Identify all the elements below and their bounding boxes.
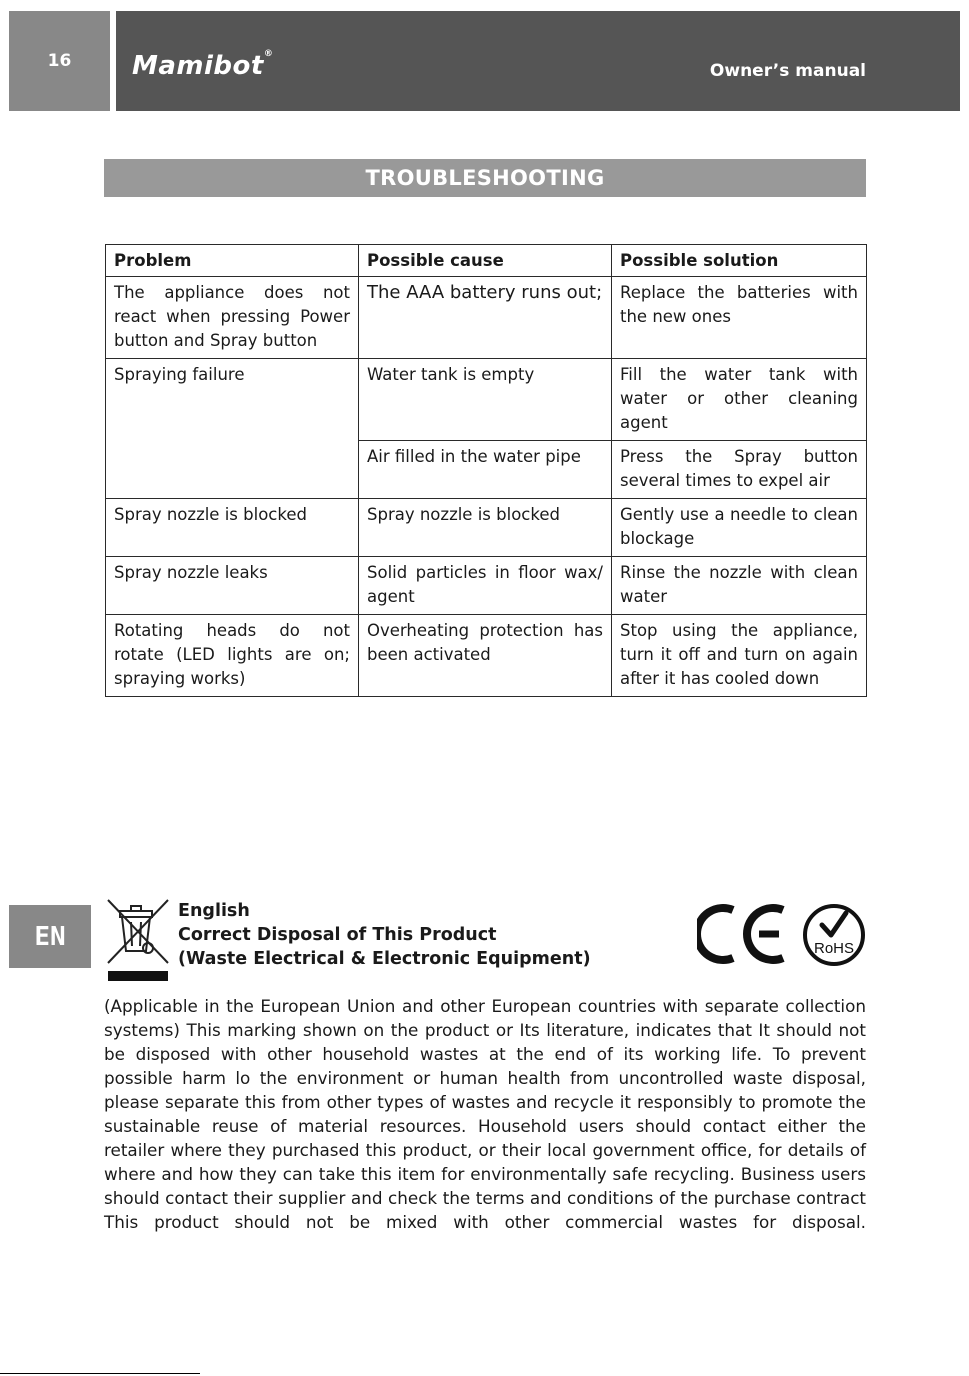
footer-rule [0, 1373, 200, 1374]
solution-cell: Press the Spray button several times to expel air [612, 441, 867, 499]
registered-mark: ® [263, 49, 274, 59]
table-row [106, 359, 867, 441]
problem-cell: Spraying failure [106, 359, 359, 499]
solution-cell: Gently use a needle to clean blockage [612, 499, 867, 557]
page-number: 16 [9, 11, 110, 111]
troubleshooting-table [105, 244, 867, 697]
table-header-row [106, 245, 867, 277]
disposal-body: (Applicable in the European Union and other European countries with separate collection systems) This marking shown on the product or Its literature, indicates that It should not be disposed with other household wastes at the end of its working life. To prevent possible harm lo the environment or human health from uncontrolled waste disposal, please separate this from other types of wastes and recycle it responsibly to promote the sustainable reuse of material resources. Household users should contact either the retailer where they purchased this product, or their local government office, for details of where and how they can take this item for environmentally safe recycling. Business users should contact their supplier and check the terms and conditions of the purchase contract This product should not be mixed with other commercial wastes for disposal. [104, 996, 866, 1232]
section-title: TROUBLESHOOTING [104, 159, 866, 197]
solution-cell: Stop using the appliance, turn it off and turn on again after it has cooled down [612, 615, 867, 697]
cause-cell: Overheating protection has been activated [359, 615, 612, 697]
header-problem: Problem [106, 245, 359, 277]
disposal-language: English [178, 901, 250, 921]
table-row [106, 277, 867, 359]
cause-cell: Air filled in the water pipe [359, 441, 612, 499]
disposal-title: Correct Disposal of This Product [178, 925, 497, 945]
brand-name: Mamibot [132, 51, 264, 81]
solution-cell: Replace the batteries with the new ones [612, 277, 867, 359]
rohs-check-icon [802, 903, 866, 967]
rohs-label: RoHS [813, 940, 855, 957]
table-row [106, 557, 867, 615]
cause-cell: Water tank is empty [359, 359, 612, 441]
cause-cell: Spray nozzle is blocked [359, 499, 612, 557]
solution-cell: Rinse the nozzle with clean water [612, 557, 867, 615]
header-cause: Possible cause [359, 245, 612, 277]
disposal-heading [178, 899, 591, 971]
language-tab: EN [9, 905, 91, 968]
ce-mark-icon [697, 902, 789, 966]
weee-crossed-bin-icon [104, 895, 172, 983]
header-solution: Possible solution [612, 245, 867, 277]
problem-cell: Rotating heads do not rotate (LED lights are on; spraying works) [106, 615, 359, 697]
page-header [116, 11, 960, 111]
problem-cell: Spray nozzle is blocked [106, 499, 359, 557]
disposal-subtitle: (Waste Electrical & Electronic Equipment) [178, 949, 591, 969]
brand-logo [132, 51, 273, 81]
cause-cell: Solid particles in floor wax/ agent [359, 557, 612, 615]
table-row [106, 499, 867, 557]
table-row [106, 615, 867, 697]
solution-cell: Fill the water tank with water or other cleaning agent [612, 359, 867, 441]
manual-label: Owner’s manual [709, 61, 866, 81]
problem-cell: Spray nozzle leaks [106, 557, 359, 615]
problem-cell: The appliance does not react when pressing Power button and Spray button [106, 277, 359, 359]
cause-cell: The AAA battery runs out; [359, 277, 612, 359]
